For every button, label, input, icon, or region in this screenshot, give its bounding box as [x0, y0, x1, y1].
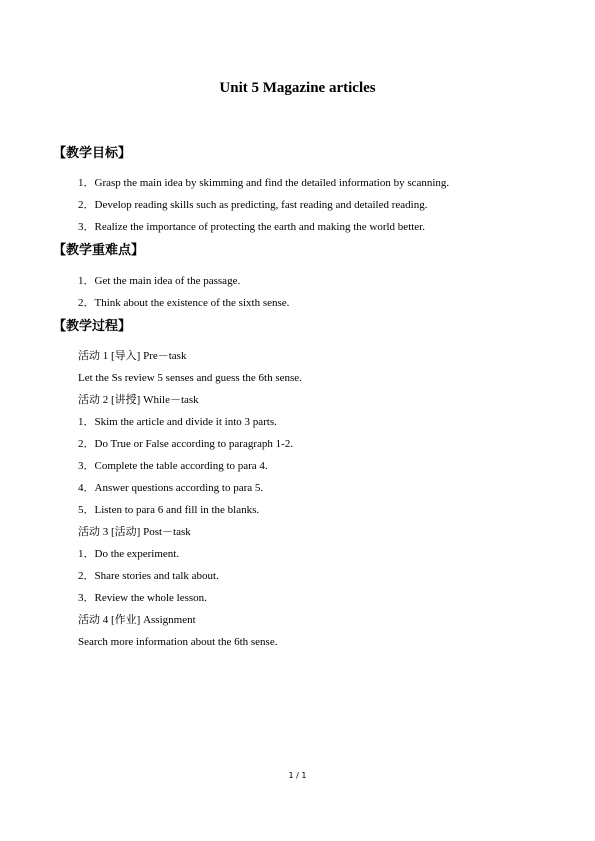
page-number: 1 / 1 [288, 771, 307, 780]
activity-2-heading: 活动 2 [讲授] While－task [78, 394, 199, 406]
activity-2-step-4: 4．Answer questions according to para 5. [78, 482, 264, 494]
document-title: Unit 5 Magazine articles [219, 80, 376, 96]
section-heading-process: 【教学过程】 [53, 319, 132, 334]
activity-2-step-5: 5．Listen to para 6 and fill in the blanks. [78, 504, 260, 516]
activity-2-step-1: 1．Skim the article and divide it into 3 parts. [78, 416, 277, 428]
objective-item-2: 2．Develop reading skills such as predicting, fast reading and detailed reading. [78, 199, 428, 211]
activity-4-heading: 活动 4 [作业] Assignment [78, 614, 196, 626]
activity-1-text: Let the Ss review 5 senses and guess the 6th sense. [78, 372, 302, 384]
key-point-item-2: 2．Think about the existence of the sixth sense. [78, 297, 290, 309]
objective-item-3: 3．Realize the importance of protecting the earth and making the world better. [78, 221, 425, 233]
activity-3-step-3: 3．Review the whole lesson. [78, 592, 207, 604]
key-point-item-1: 1．Get the main idea of the passage. [78, 275, 241, 287]
activity-1-heading: 活动 1 [导入] Pre－task [78, 350, 187, 362]
activity-3-step-2: 2．Share stories and talk about. [78, 570, 219, 582]
activity-3-step-1: 1．Do the experiment. [78, 548, 180, 560]
activity-3-heading: 活动 3 [活动] Post－task [78, 526, 191, 538]
section-heading-key-points: 【教学重难点】 [53, 243, 145, 258]
activity-2-step-2: 2．Do True or False according to paragraph 1-2. [78, 438, 294, 450]
section-heading-objectives: 【教学目标】 [53, 146, 132, 161]
activity-4-text: Search more information about the 6th sense. [78, 636, 278, 648]
activity-2-step-3: 3．Complete the table according to para 4. [78, 460, 268, 472]
objective-item-1: 1．Grasp the main idea by skimming and find the detailed information by scanning. [78, 177, 450, 189]
